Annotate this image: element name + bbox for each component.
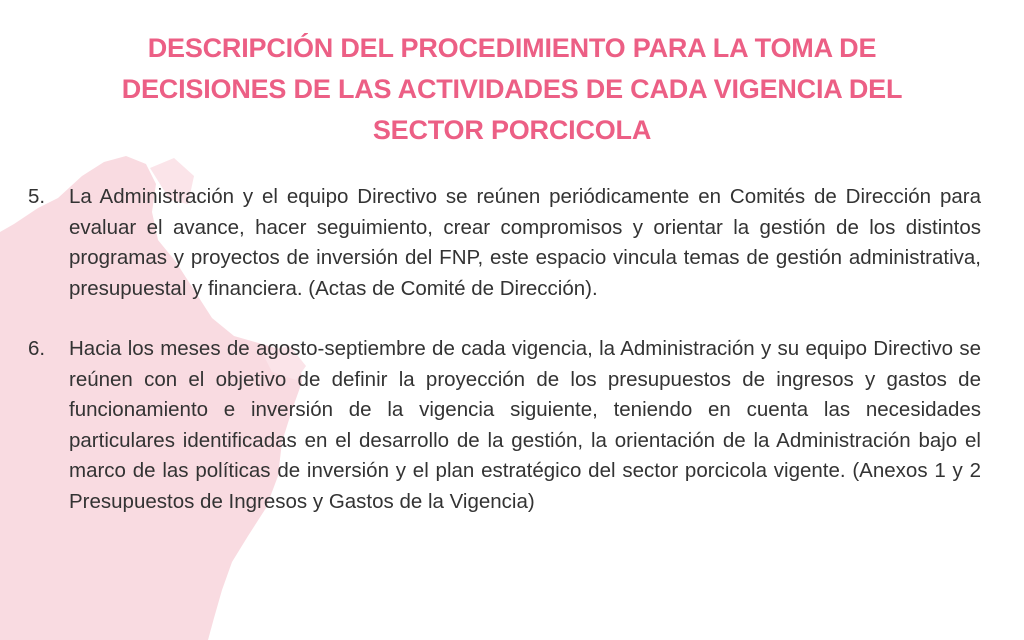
list-item-text: La Administración y el equipo Directivo se reúnen periódicamente en Comités de Dirección para evaluar el avance, hacer seguimiento, crear compromisos y orientar la gestión de los distintos programas y proyectos de inversión del FNP, este espacio vincula temas de gestión administrativa, presupuestal y financiera. (Actas de Comité de Dirección). <box>69 185 981 300</box>
list-item-number: 6. <box>28 337 46 360</box>
slide-title: DESCRIPCIÓN DEL PROCEDIMIENTO PARA LA TOMA DE DECISIONES DE LAS ACTIVIDADES DE CADA VIGENCIA DEL SECTOR PORCICOLA <box>121 33 903 145</box>
list-item <box>26 334 981 517</box>
list-item <box>26 182 981 304</box>
list-item-number: 5. <box>28 185 46 208</box>
numbered-list <box>26 182 981 517</box>
list-item-text: Hacia los meses de agosto-septiembre de cada vigencia, la Administración y su equipo Directivo se reúnen con el objetivo de definir la proyección de los presupuestos de ingresos y gastos de funcionamiento e inversión de la vigencia siguiente, teniendo en cuenta las necesidades particulares identificadas en el desarrollo de la gestión, la orientación de la Administración bajo el marco de las políticas de inversión y el plan estratégico del sector porcicola vigente. (Anexos 1 y 2 Presupuestos de Ingresos y Gastos de la Vigencia) <box>69 337 981 513</box>
